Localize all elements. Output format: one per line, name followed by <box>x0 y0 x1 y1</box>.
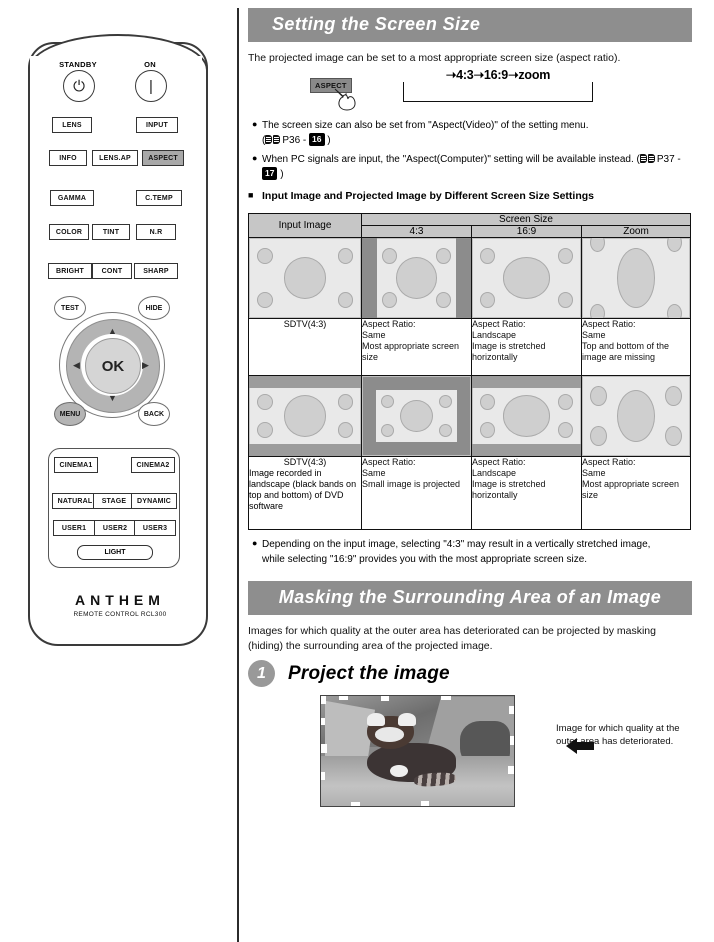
hand-cursor-icon <box>332 86 362 112</box>
right-arrow-icon[interactable]: ▶ <box>142 360 149 370</box>
letterbox-bottom-band <box>472 444 581 456</box>
remote-control-illustration-column <box>0 0 237 942</box>
aspect-flow-text <box>403 67 593 82</box>
header-zoom: Zoom <box>582 225 691 237</box>
pattern-circle-tr <box>558 248 573 264</box>
ref-badge: 16 <box>309 133 324 146</box>
input-button[interactable]: INPUT <box>136 117 178 133</box>
input-detail: Image recorded in landscape (black bands on top and bottom) of DVD software <box>249 467 357 511</box>
pattern-circle-tr <box>558 394 573 410</box>
photo-edge-noise <box>321 696 326 704</box>
user3-button[interactable]: USER3 <box>134 520 176 536</box>
aspect-value: Same <box>582 329 606 340</box>
pattern-cell-zoom-row1 <box>582 237 691 318</box>
test-pattern-letterbox <box>249 376 361 456</box>
bullet-text <box>262 118 692 148</box>
standby-label: STANDBY <box>59 60 97 69</box>
aspect-value: Landscape <box>472 467 517 478</box>
letterbox-top-band <box>249 376 361 388</box>
aspect-cycle-diagram <box>248 68 692 114</box>
table-row <box>249 318 691 375</box>
pattern-circle-bl <box>381 424 394 437</box>
aspect-label: Aspect Ratio: <box>362 456 416 467</box>
photo-animal-ear-right <box>398 713 415 726</box>
pattern-cell-16-9-row1 <box>472 237 582 318</box>
ref-badge: 17 <box>262 167 277 180</box>
photo-illustration-area <box>248 691 692 811</box>
pattern-circle-bl <box>257 422 273 438</box>
color-button[interactable]: COLOR <box>49 224 89 240</box>
picture-mode-button-group <box>48 448 180 568</box>
ref-paren-close: ) <box>324 135 331 147</box>
brand-block <box>50 592 190 618</box>
aspect-label: Aspect Ratio: <box>472 318 526 329</box>
pattern-circle-tr <box>338 248 354 264</box>
test-pattern-windowbox <box>362 376 471 456</box>
aspect-value: Same <box>362 329 386 340</box>
on-icon: | <box>149 77 153 95</box>
pillarbox-left <box>362 238 377 318</box>
arrow-icon-3: ➝ <box>508 68 519 83</box>
photo-animal-face <box>375 727 404 741</box>
table-row <box>249 237 691 318</box>
standby-button[interactable] <box>63 70 95 102</box>
step-title: Project the image <box>288 662 450 684</box>
pattern-circle-tl <box>590 386 607 407</box>
test-pattern-letterbox-stretched <box>472 376 581 456</box>
aspect-label: Aspect Ratio: <box>582 318 636 329</box>
header-4-3: 4:3 <box>362 225 472 237</box>
up-arrow-icon[interactable]: ▲ <box>108 326 117 336</box>
aspect-note: Image is stretched horizontally <box>472 478 546 500</box>
natural-button[interactable]: NATURAL <box>52 493 98 509</box>
light-button[interactable]: LIGHT <box>77 545 153 560</box>
subsection-heading <box>248 189 692 205</box>
deteriorated-quality-photo <box>320 695 515 807</box>
on-button[interactable] <box>135 70 167 102</box>
input-title: SDTV(4:3) <box>283 318 327 329</box>
ref-page: P37 - <box>656 154 681 166</box>
user1-button[interactable]: USER1 <box>53 520 95 536</box>
cinema1-button[interactable]: CINEMA1 <box>54 457 98 473</box>
table-header-row <box>249 213 691 225</box>
aspect-note: Most appropriate screen size <box>362 340 460 362</box>
gamma-button[interactable]: GAMMA <box>50 190 94 206</box>
pattern-circle-tr <box>338 394 354 410</box>
down-arrow-icon[interactable]: ▼ <box>108 393 117 403</box>
test-pattern-stretched <box>472 238 581 318</box>
ref-paren-close: ) <box>277 169 284 181</box>
masking-intro: Images for which quality at the outer area has deteriorated can be projected by masking (hiding) the surrounding area of the projected image. <box>248 624 656 653</box>
photo-edge-noise <box>381 696 389 701</box>
photo-edge-noise <box>321 772 325 780</box>
brand-model-label: REMOTE CONTROL RCL300 <box>73 611 167 618</box>
ref-paren-open: ( <box>262 135 266 147</box>
photo-edge-noise <box>441 696 451 700</box>
desc-16-9-row2 <box>472 456 582 529</box>
pattern-circle-tl <box>381 395 394 408</box>
arrow-icon-2: ➝ <box>473 68 484 83</box>
contrast-button[interactable]: CONT <box>92 263 132 279</box>
pattern-circle-center <box>284 395 327 437</box>
section-title-masking: Masking the Surrounding Area of an Image <box>248 581 692 615</box>
manual-book-icon <box>640 154 656 163</box>
photo-edge-noise <box>421 801 429 806</box>
pattern-circle-center <box>396 257 437 299</box>
hide-button[interactable]: HIDE <box>138 296 170 320</box>
stage-button[interactable]: STAGE <box>93 493 135 509</box>
noise-reduction-button[interactable]: N.R <box>136 224 176 240</box>
tint-button[interactable]: TINT <box>92 224 130 240</box>
pattern-cell-input-1 <box>249 237 362 318</box>
input-desc-2 <box>249 456 362 529</box>
aspect-label: Aspect Ratio: <box>362 318 416 329</box>
brand-name: ANTHEM <box>75 592 165 608</box>
step-number-badge: 1 <box>248 660 275 687</box>
aspect-note: Image is stretched horizontally <box>472 340 546 362</box>
screen-size-comparison-table <box>248 213 691 530</box>
ok-button[interactable]: OK <box>85 338 141 394</box>
aspect-option-4-3: 4:3 <box>456 68 474 83</box>
on-label: ON <box>144 60 156 69</box>
aspect-label: Aspect Ratio: <box>472 456 526 467</box>
bullet-dot-icon: ● <box>252 119 258 130</box>
desc-16-9-row1 <box>472 318 582 375</box>
aspect-value: Landscape <box>472 329 517 340</box>
photo-edge-noise <box>339 696 348 700</box>
pattern-circle-bl <box>590 304 605 318</box>
aspect-value: Same <box>362 467 386 478</box>
pattern-cell-input-2 <box>249 375 362 456</box>
photo-animal-paw <box>390 765 407 777</box>
aspect-button[interactable]: ASPECT <box>142 150 184 166</box>
ref-paren-open: ( <box>636 154 640 166</box>
aspect-option-zoom: zoom <box>518 68 551 83</box>
bullet-dot-icon: ● <box>252 153 258 164</box>
pattern-circle-tl <box>382 248 397 264</box>
input-desc-1 <box>249 318 362 375</box>
bullet-sentence: When PC signals are input, the "Aspect(Computer)" setting will be available instead. <box>262 154 637 166</box>
step-heading <box>248 660 692 687</box>
pattern-circle-tl <box>257 394 273 410</box>
column-divider <box>237 8 239 942</box>
aspect-note: Most appropriate screen size <box>582 478 680 500</box>
desc-4-3-row1 <box>362 318 472 375</box>
pattern-circle-center <box>400 400 433 432</box>
header-screen-size: Screen Size <box>362 213 691 225</box>
pattern-circle-center <box>284 257 327 299</box>
menu-button[interactable]: MENU <box>54 402 86 426</box>
pattern-cell-4-3-row1 <box>362 237 472 318</box>
bullet-item <box>248 152 692 182</box>
pattern-cell-4-3-row2 <box>362 375 472 456</box>
pattern-circle-tl <box>480 394 495 410</box>
subsection-heading-text: Input Image and Projected Image by Different Screen Size Settings <box>262 190 594 203</box>
photo-edge-noise <box>321 744 327 753</box>
bullet-item <box>248 118 692 148</box>
aspect-label: Aspect Ratio: <box>582 456 636 467</box>
pattern-circle-bl <box>257 292 273 308</box>
pattern-circle-tl <box>480 248 495 264</box>
aspect-note: Small image is projected <box>362 478 461 489</box>
test-pattern-pillarbox <box>362 238 471 318</box>
pattern-circle-tl <box>257 248 273 264</box>
cinema2-button[interactable]: CINEMA2 <box>131 457 175 473</box>
pattern-cell-16-9-row2 <box>472 375 582 456</box>
desc-zoom-row2 <box>582 456 691 529</box>
manual-book-icon <box>265 135 281 144</box>
input-title: SDTV(4:3) <box>283 456 327 467</box>
header-16-9: 16:9 <box>472 225 582 237</box>
aspect-option-16-9: 16:9 <box>483 68 509 83</box>
test-button[interactable]: TEST <box>54 296 86 320</box>
letterbox-top-band <box>472 376 581 388</box>
pattern-circle-bl <box>590 426 607 447</box>
dynamic-button[interactable]: DYNAMIC <box>131 493 177 509</box>
photo-animal-ear-left <box>367 713 384 726</box>
info-button[interactable]: INFO <box>49 150 87 166</box>
photo-edge-noise <box>351 802 360 806</box>
footnote-item <box>248 537 692 567</box>
square-bullet-icon: ■ <box>248 190 254 201</box>
sharpness-button[interactable]: SHARP <box>134 263 178 279</box>
aspect-note: Top and bottom of the image are missing <box>582 340 670 362</box>
back-button[interactable]: BACK <box>138 402 170 426</box>
left-arrow-icon[interactable]: ◀ <box>73 360 80 370</box>
photo-edge-noise <box>321 718 325 725</box>
aspect-button-chip[interactable]: ASPECT <box>310 78 352 93</box>
photo-edge-noise <box>510 736 514 745</box>
aspect-value: Same <box>582 467 606 478</box>
table-row <box>249 375 691 456</box>
header-input-image: Input Image <box>249 213 362 237</box>
letterbox-bottom-band <box>249 444 361 456</box>
pattern-circle-tr <box>436 248 451 264</box>
arrow-icon-1: ➝ <box>445 68 457 83</box>
content-column <box>248 0 692 942</box>
screen-size-intro: The projected image can be set to a most appropriate screen size (aspect ratio). <box>248 52 621 64</box>
ref-page: P36 - <box>282 135 310 147</box>
photo-edge-noise <box>509 706 514 714</box>
photo-caption: Image for which quality at the outer area has deteriorated. <box>556 723 680 748</box>
pattern-circle-center <box>503 395 551 437</box>
bullet-dot-icon: ● <box>252 537 258 548</box>
footnote-text: Depending on the input image, selecting "4:3" may result in a vertically stretched image, while selecting "16:9" provides you with the most appropriate screen size. <box>262 538 651 565</box>
pattern-circle-center <box>503 257 551 299</box>
lens-aperture-button[interactable]: LENS.AP <box>92 150 138 166</box>
lens-button[interactable]: LENS <box>52 117 92 133</box>
power-icon: ⏻ <box>73 77 85 95</box>
test-pattern-4-3 <box>249 238 361 318</box>
bright-button[interactable]: BRIGHT <box>48 263 92 279</box>
desc-4-3-row2 <box>362 456 472 529</box>
photo-edge-noise <box>508 766 514 774</box>
table-row <box>249 456 691 529</box>
test-pattern-zoom-fit <box>582 376 690 456</box>
bullet-sentence: The screen size can also be set from "Aspect(Video)" of the setting menu. <box>262 120 589 132</box>
user2-button[interactable]: USER2 <box>94 520 136 536</box>
pattern-cell-zoom-row2 <box>582 375 691 456</box>
bullet-text <box>262 152 692 182</box>
desc-zoom-row1 <box>582 318 691 375</box>
section-title-screen-size: Setting the Screen Size <box>248 8 692 42</box>
test-pattern-zoom-cropped <box>582 238 690 318</box>
color-temp-button[interactable]: C.TEMP <box>136 190 182 206</box>
pillarbox-right <box>456 238 471 318</box>
